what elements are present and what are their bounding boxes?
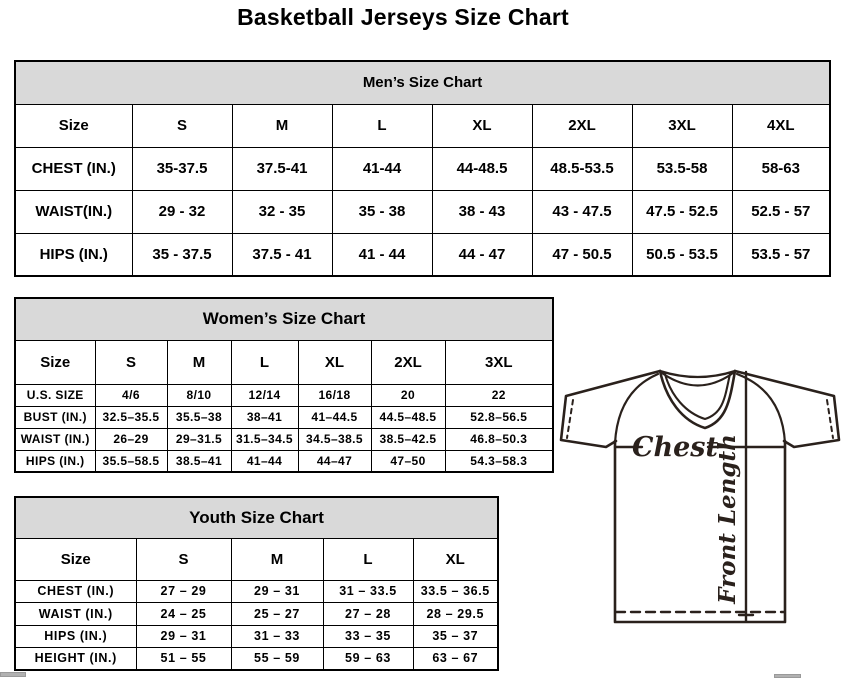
column-header: Size bbox=[15, 340, 95, 384]
column-header: M bbox=[232, 104, 332, 147]
table-row bbox=[15, 625, 498, 647]
cell: 48.5-53.5 bbox=[532, 147, 632, 190]
column-header: Size bbox=[15, 538, 136, 580]
column-header: 2XL bbox=[371, 340, 445, 384]
cell: 41-44 bbox=[332, 147, 432, 190]
row-label: U.S. SIZE bbox=[15, 384, 95, 406]
cell: 44-48.5 bbox=[432, 147, 532, 190]
column-header: M bbox=[167, 340, 231, 384]
column-header: 3XL bbox=[632, 104, 732, 147]
column-header: XL bbox=[432, 104, 532, 147]
cell: 27 – 29 bbox=[136, 580, 231, 602]
chest-label: Chest bbox=[632, 432, 718, 463]
cell: 38–41 bbox=[231, 406, 298, 428]
cell: 44–47 bbox=[298, 450, 371, 472]
youth-table-title: Youth Size Chart bbox=[15, 497, 498, 538]
cell: 47–50 bbox=[371, 450, 445, 472]
column-header: L bbox=[323, 538, 413, 580]
cell: 44 - 47 bbox=[432, 233, 532, 276]
cell: 22 bbox=[445, 384, 553, 406]
cell: 4/6 bbox=[95, 384, 167, 406]
mens-table-title: Men’s Size Chart bbox=[15, 61, 830, 104]
cell: 31 – 33 bbox=[231, 625, 323, 647]
cell: 35 - 38 bbox=[332, 190, 432, 233]
cell: 41–44.5 bbox=[298, 406, 371, 428]
cell: 29 – 31 bbox=[231, 580, 323, 602]
column-header: 4XL bbox=[732, 104, 830, 147]
column-header: 3XL bbox=[445, 340, 553, 384]
cell: 29–31.5 bbox=[167, 428, 231, 450]
cell: 55 – 59 bbox=[231, 647, 323, 670]
table-title-row bbox=[15, 298, 553, 340]
column-header: S bbox=[95, 340, 167, 384]
cell: 33.5 – 36.5 bbox=[413, 580, 498, 602]
right-cuff-dashed-line bbox=[827, 400, 833, 438]
cell: 53.5-58 bbox=[632, 147, 732, 190]
cell: 35.5–58.5 bbox=[95, 450, 167, 472]
cell: 12/14 bbox=[231, 384, 298, 406]
cell: 41 - 44 bbox=[332, 233, 432, 276]
table-row bbox=[15, 428, 553, 450]
cell: 37.5 - 41 bbox=[232, 233, 332, 276]
column-header: 2XL bbox=[532, 104, 632, 147]
cell: 34.5–38.5 bbox=[298, 428, 371, 450]
cell: 41–44 bbox=[231, 450, 298, 472]
cell: 38 - 43 bbox=[432, 190, 532, 233]
jersey-outline-icon bbox=[558, 363, 842, 629]
row-label: HEIGHT (IN.) bbox=[15, 647, 136, 670]
cell: 33 – 35 bbox=[323, 625, 413, 647]
row-label: WAIST(IN.) bbox=[15, 190, 132, 233]
horizontal-scrollbar-thumb-right[interactable] bbox=[774, 674, 801, 678]
table-row bbox=[15, 406, 553, 428]
youth-size-table bbox=[14, 496, 499, 671]
cell: 63 – 67 bbox=[413, 647, 498, 670]
cell: 25 – 27 bbox=[231, 602, 323, 625]
column-header: L bbox=[231, 340, 298, 384]
cell: 31 – 33.5 bbox=[323, 580, 413, 602]
cell: 35.5–38 bbox=[167, 406, 231, 428]
cell: 24 – 25 bbox=[136, 602, 231, 625]
womens-size-table bbox=[14, 297, 554, 473]
row-label: BUST (IN.) bbox=[15, 406, 95, 428]
table-row bbox=[15, 647, 498, 670]
front-length-measure-line bbox=[739, 372, 753, 621]
column-header: XL bbox=[413, 538, 498, 580]
cell: 46.8–50.3 bbox=[445, 428, 553, 450]
front-length-label: Front Length bbox=[714, 434, 741, 604]
womens-table-title: Women’s Size Chart bbox=[15, 298, 553, 340]
mens-size-table bbox=[14, 60, 831, 277]
cell: 51 – 55 bbox=[136, 647, 231, 670]
table-header-row bbox=[15, 538, 498, 580]
table-title-row bbox=[15, 497, 498, 538]
cell: 52.8–56.5 bbox=[445, 406, 553, 428]
row-label: HIPS (IN.) bbox=[15, 625, 136, 647]
cell: 31.5–34.5 bbox=[231, 428, 298, 450]
jersey-body bbox=[615, 441, 785, 622]
cell: 16/18 bbox=[298, 384, 371, 406]
row-label: HIPS (IN.) bbox=[15, 233, 132, 276]
cell: 52.5 - 57 bbox=[732, 190, 830, 233]
row-label: WAIST (IN.) bbox=[15, 428, 95, 450]
jersey-collar bbox=[660, 371, 735, 377]
cell: 38.5–42.5 bbox=[371, 428, 445, 450]
table-row bbox=[15, 602, 498, 625]
column-header: S bbox=[132, 104, 232, 147]
row-label: CHEST (IN.) bbox=[15, 580, 136, 602]
cell: 8/10 bbox=[167, 384, 231, 406]
cell: 37.5-41 bbox=[232, 147, 332, 190]
cell: 44.5–48.5 bbox=[371, 406, 445, 428]
row-label: CHEST (IN.) bbox=[15, 147, 132, 190]
cell: 47.5 - 52.5 bbox=[632, 190, 732, 233]
cell: 54.3–58.3 bbox=[445, 450, 553, 472]
cell: 53.5 - 57 bbox=[732, 233, 830, 276]
table-row bbox=[15, 147, 830, 190]
row-label: WAIST (IN.) bbox=[15, 602, 136, 625]
jersey-right-sleeve bbox=[735, 371, 839, 447]
cell: 38.5–41 bbox=[167, 450, 231, 472]
cell: 20 bbox=[371, 384, 445, 406]
table-row bbox=[15, 384, 553, 406]
cell: 58-63 bbox=[732, 147, 830, 190]
cell: 59 – 63 bbox=[323, 647, 413, 670]
column-header: XL bbox=[298, 340, 371, 384]
cell: 43 - 47.5 bbox=[532, 190, 632, 233]
left-cuff-dashed-line bbox=[567, 400, 573, 438]
cell: 29 - 32 bbox=[132, 190, 232, 233]
page-title: Basketball Jerseys Size Chart bbox=[237, 4, 569, 30]
cell: 35 – 37 bbox=[413, 625, 498, 647]
column-header: M bbox=[231, 538, 323, 580]
cell: 29 – 31 bbox=[136, 625, 231, 647]
cell: 47 - 50.5 bbox=[532, 233, 632, 276]
cell: 32 - 35 bbox=[232, 190, 332, 233]
table-row bbox=[15, 190, 830, 233]
cell: 35-37.5 bbox=[132, 147, 232, 190]
cell: 26–29 bbox=[95, 428, 167, 450]
column-header: Size bbox=[15, 104, 132, 147]
cell: 35 - 37.5 bbox=[132, 233, 232, 276]
cell: 27 – 28 bbox=[323, 602, 413, 625]
cell: 50.5 - 53.5 bbox=[632, 233, 732, 276]
column-header: S bbox=[136, 538, 231, 580]
table-header-row bbox=[15, 104, 830, 147]
column-header: L bbox=[332, 104, 432, 147]
cell: 32.5–35.5 bbox=[95, 406, 167, 428]
table-row bbox=[15, 233, 830, 276]
table-title-row bbox=[15, 61, 830, 104]
table-row bbox=[15, 450, 553, 472]
cell: 28 – 29.5 bbox=[413, 602, 498, 625]
row-label: HIPS (IN.) bbox=[15, 450, 95, 472]
jersey-measurement-diagram bbox=[558, 363, 842, 629]
horizontal-scrollbar-thumb-left[interactable] bbox=[0, 672, 26, 677]
table-row bbox=[15, 580, 498, 602]
table-header-row bbox=[15, 340, 553, 384]
